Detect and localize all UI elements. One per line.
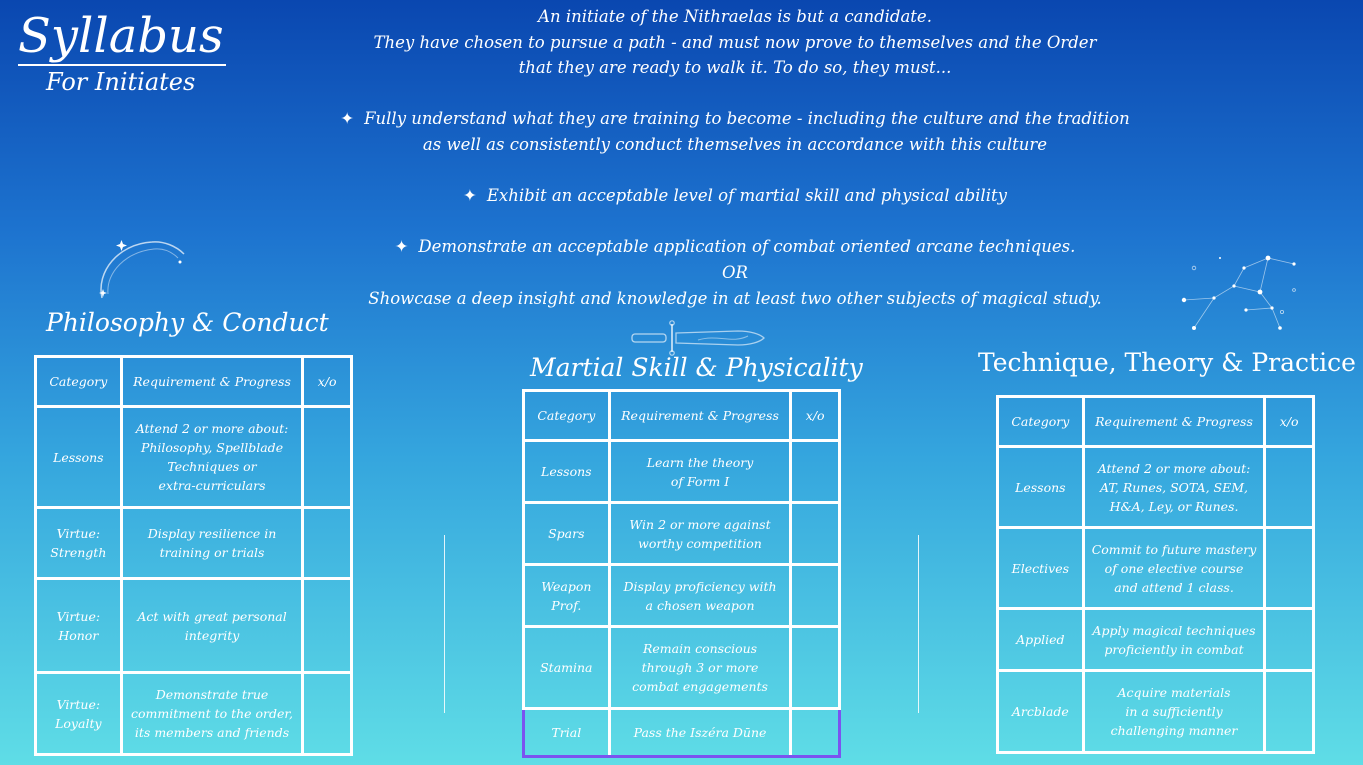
header-requirement: Requirement & Progress <box>121 357 303 407</box>
bullet-text: Exhibit an acceptable level of martial skill and physical ability <box>486 186 1007 206</box>
constellation-icon <box>1176 250 1306 346</box>
table-row <box>524 441 840 503</box>
table-row <box>36 407 352 508</box>
category-cell: Applied <box>998 609 1084 671</box>
requirement-cell: Pass the Iszéra Dūne <box>609 709 791 757</box>
xo-cell[interactable] <box>1265 609 1314 671</box>
table-row <box>998 528 1314 609</box>
header-xo: x/o <box>1265 397 1314 447</box>
xo-cell[interactable] <box>791 441 840 503</box>
xo-cell[interactable] <box>791 503 840 565</box>
table-row <box>36 508 352 579</box>
philosophy-table <box>34 355 353 756</box>
xo-cell[interactable] <box>1265 447 1314 528</box>
sparkle-icon: ✦ <box>340 109 355 129</box>
category-cell: Lessons <box>36 407 122 508</box>
category-cell: Virtue: Loyalty <box>36 673 122 755</box>
requirement-cell: Act with great personal integrity <box>121 579 303 673</box>
header-category: Category <box>524 391 610 441</box>
xo-cell[interactable] <box>303 508 352 579</box>
xo-cell[interactable] <box>791 709 840 757</box>
table-row <box>524 627 840 709</box>
table-row-trial <box>524 709 840 757</box>
table-row <box>998 447 1314 528</box>
intro-line: They have chosen to pursue a path - and must now prove to themselves and the Order <box>373 32 1097 52</box>
xo-cell[interactable] <box>303 579 352 673</box>
category-cell: Electives <box>998 528 1084 609</box>
requirement-cell: Apply magical techniques proficiently in combat <box>1083 609 1265 671</box>
category-cell: Arcblade <box>998 671 1084 753</box>
xo-cell[interactable] <box>791 627 840 709</box>
bullet-text: Showcase a deep insight and knowledge in at least two other subjects of magical study. <box>368 288 1102 308</box>
sparkle-icon: ✦ <box>463 186 477 206</box>
section-divider <box>918 535 919 713</box>
requirement-cell: Acquire materials in a sufficiently challenging manner <box>1083 671 1265 753</box>
header-requirement: Requirement & Progress <box>609 391 791 441</box>
sparkle-icon: ✦ <box>394 237 409 257</box>
or-text: OR <box>722 262 748 282</box>
header-xo: x/o <box>791 391 840 441</box>
category-cell: Lessons <box>524 441 610 503</box>
page-subtitle: For Initiates <box>46 68 196 96</box>
table-row <box>998 609 1314 671</box>
xo-cell[interactable] <box>303 673 352 755</box>
section-title-philosophy: Philosophy & Conduct <box>46 308 329 337</box>
section-title-technique: Technique, Theory & Practice <box>978 348 1356 377</box>
bullet-text: Demonstrate an acceptable application of combat oriented arcane techniques. <box>418 237 1076 257</box>
category-cell: Stamina <box>524 627 610 709</box>
intro-line: An initiate of the Nithraelas is but a candidate. <box>538 7 932 26</box>
header-category: Category <box>36 357 122 407</box>
section-divider <box>444 535 445 713</box>
bullet-text: as well as consistently conduct themselves in accordance with this culture <box>422 134 1048 154</box>
header-requirement: Requirement & Progress <box>1083 397 1265 447</box>
bullet-text: Fully understand what they are training to become - including the culture and the tradition <box>364 109 1130 129</box>
requirement-cell: Demonstrate true commitment to the order, its members and friends <box>121 673 303 755</box>
category-cell: Virtue: Honor <box>36 579 122 673</box>
xo-cell[interactable] <box>1265 528 1314 609</box>
category-cell: Spars <box>524 503 610 565</box>
dagger-icon <box>628 318 768 358</box>
intro-text <box>340 4 1130 311</box>
requirement-cell: Display resilience in training or trials <box>121 508 303 579</box>
category-cell: Trial <box>524 709 610 757</box>
intro-line: that they are ready to walk it. To do so, they must... <box>518 58 952 78</box>
table-row <box>524 565 840 627</box>
xo-cell[interactable] <box>1265 671 1314 753</box>
page-title: Syllabus <box>18 8 224 64</box>
requirement-cell: Commit to future mastery of one elective course and attend 1 class. <box>1083 528 1265 609</box>
category-cell: Weapon Prof. <box>524 565 610 627</box>
requirement-cell: Win 2 or more against worthy competition <box>609 503 791 565</box>
martial-table <box>522 389 841 758</box>
requirement-cell: Attend 2 or more about: Philosophy, Spellblade Techniques or extra-curriculars <box>121 407 303 508</box>
table-row <box>524 503 840 565</box>
requirement-cell: Attend 2 or more about: AT, Runes, SOTA, SEM, H&A, Ley, or Runes. <box>1083 447 1265 528</box>
requirement-cell: Display proficiency with a chosen weapon <box>609 565 791 627</box>
header-category: Category <box>998 397 1084 447</box>
header-xo: x/o <box>303 357 352 407</box>
crescent-moon-icon <box>92 236 192 308</box>
table-row <box>36 673 352 755</box>
requirement-cell: Remain conscious through 3 or more combat engagements <box>609 627 791 709</box>
page-title-block <box>18 8 226 96</box>
xo-cell[interactable] <box>303 407 352 508</box>
xo-cell[interactable] <box>791 565 840 627</box>
category-cell: Virtue: Strength <box>36 508 122 579</box>
section-title-martial: Martial Skill & Physicality <box>530 353 863 382</box>
table-row <box>36 579 352 673</box>
technique-table <box>996 395 1315 754</box>
category-cell: Lessons <box>998 447 1084 528</box>
requirement-cell: Learn the theory of Form I <box>609 441 791 503</box>
table-row <box>998 671 1314 753</box>
